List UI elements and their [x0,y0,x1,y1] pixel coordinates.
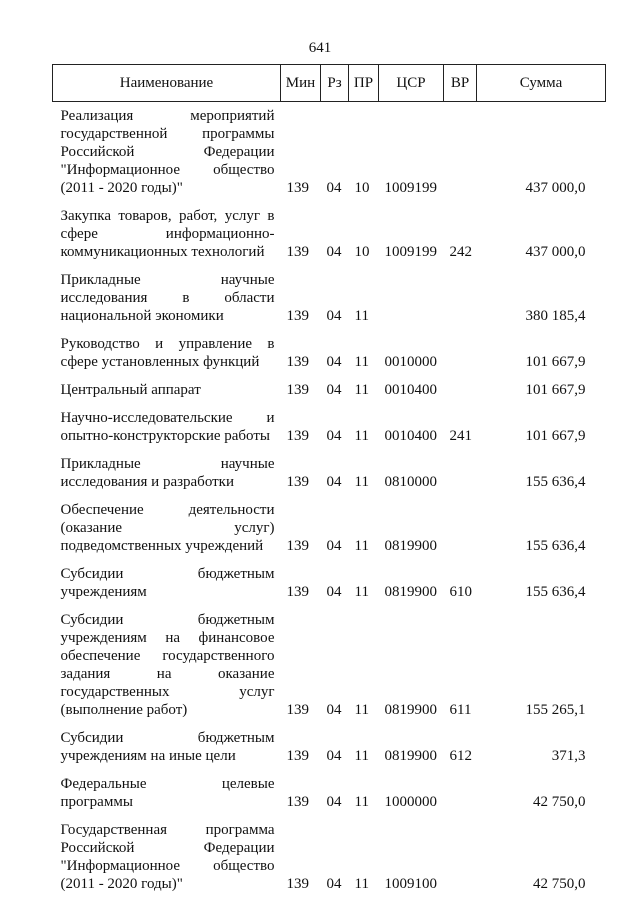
table-row [53,335,606,381]
table-row [53,271,606,335]
row-csr: 0819900 [384,538,437,554]
row-name [53,611,281,729]
row-name [53,565,281,611]
row-csr: 0819900 [384,702,437,718]
row-min: 139 [286,382,309,398]
row-rz: 04 [326,748,342,764]
row-sum: 101 667,9 [525,354,586,370]
row-vr: 610 [449,584,472,600]
header-rz: Рз [321,65,349,102]
row-vr [444,102,477,208]
row-rz: 04 [326,876,342,892]
row-vr [444,455,477,501]
row-pr: 11 [354,308,369,324]
row-sum: 155 636,4 [525,474,586,490]
row-min: 139 [286,538,309,554]
row-name-text: Субсидии бюджетным учреждениям [60,566,275,600]
row-pr: 11 [354,428,369,444]
row-sum: 155 636,4 [525,584,586,600]
row-name [53,271,281,335]
row-name-text: Научно-исследовательские и опытно-конструкторские работы [60,410,275,444]
row-csr: 1009100 [384,876,437,892]
row-name-text: Руководство и управление в сфере установленных функций [60,336,275,370]
row-min: 139 [286,876,309,892]
row-name [53,381,281,409]
row-pr: 10 [354,180,370,196]
row-sum: 101 667,9 [525,428,586,444]
row-rz: 04 [326,538,342,554]
table-row [53,729,606,775]
table-row [53,501,606,565]
row-vr [444,271,477,335]
row-name [53,409,281,455]
row-min: 139 [286,794,309,810]
row-pr: 11 [354,748,369,764]
row-sum: 42 750,0 [533,876,586,892]
row-csr: 0819900 [384,584,437,600]
row-min: 139 [286,428,309,444]
row-pr: 11 [354,382,369,398]
row-name [53,335,281,381]
row-rz: 04 [326,794,342,810]
page-number: 641 [308,40,332,56]
header-min: Мин [281,65,321,102]
row-sum: 371,3 [551,748,586,764]
header-vr: ВР [444,65,477,102]
row-name-text: Центральный аппарат [60,382,201,398]
row-min: 139 [286,354,309,370]
row-rz: 04 [326,382,342,398]
row-pr: 11 [354,794,369,810]
row-sum: 437 000,0 [525,180,586,196]
header-name: Наименование [53,65,281,102]
row-vr [444,381,477,409]
row-pr: 11 [354,474,369,490]
row-name-text: Государственная программа Российской Федерации "Информационное общество (2011 - 2020 годы)" [60,822,275,892]
row-min: 139 [286,180,309,196]
row-min: 139 [286,748,309,764]
row-vr [444,775,477,821]
row-rz: 04 [326,180,342,196]
row-name [53,729,281,775]
row-rz: 04 [326,244,342,260]
row-vr [444,821,477,903]
row-name-text: Прикладные научные исследования и разработки [60,456,275,490]
row-vr: 241 [449,428,472,444]
row-csr: 0010400 [384,428,437,444]
row-min: 139 [286,244,309,260]
table-row [53,207,606,271]
row-pr: 10 [354,244,370,260]
row-name-text: Федеральные целевые программы [60,776,275,810]
row-sum: 380 185,4 [525,308,586,324]
row-rz: 04 [326,354,342,370]
row-vr [444,335,477,381]
row-name [53,821,281,903]
row-csr: 0010400 [384,382,437,398]
row-csr: 1009199 [384,244,437,260]
row-csr: 0819900 [384,748,437,764]
row-sum: 437 000,0 [525,244,586,260]
row-name-text: Прикладные научные исследования в области национальной экономики [60,272,275,324]
row-rz: 04 [326,702,342,718]
table-row [53,381,606,409]
row-vr: 612 [449,748,472,764]
row-pr: 11 [354,538,369,554]
row-min: 139 [286,702,309,718]
header-pr: ПР [349,65,379,102]
row-name [53,501,281,565]
row-name-text: Реализация мероприятий государственной программы Российской Федерации "Информационное общество (2011 - 2020 годы)" [60,108,275,196]
table-row [53,102,606,208]
row-vr: 611 [449,702,472,718]
row-csr: 1009199 [384,180,437,196]
row-pr: 11 [354,354,369,370]
table-row [53,611,606,729]
row-name [53,207,281,271]
row-pr: 11 [354,702,369,718]
row-sum: 155 636,4 [525,538,586,554]
row-name [53,102,281,208]
table-row [53,565,606,611]
table-header [53,65,606,102]
row-csr: 0810000 [384,474,437,490]
table-row [53,775,606,821]
row-name-text: Субсидии бюджетным учреждениям на иные цели [60,730,275,764]
table-row [53,821,606,903]
header-sum: Сумма [477,65,606,102]
table-row [53,455,606,501]
row-csr: 0010000 [384,354,437,370]
row-sum: 42 750,0 [533,794,586,810]
row-vr [444,501,477,565]
row-name [53,775,281,821]
row-name-text: Закупка товаров, работ, услуг в сфере информационно-коммуникационных технологий [60,208,275,260]
row-rz: 04 [326,474,342,490]
row-sum: 101 667,9 [525,382,586,398]
budget-table [52,64,606,903]
row-name [53,455,281,501]
header-csr: ЦСР [379,65,444,102]
row-min: 139 [286,584,309,600]
row-name-text: Обеспечение деятельности (оказание услуг) подведомственных учреждений [60,502,275,554]
row-name-text: Субсидии бюджетным учреждениям на финансовое обеспечение государственного задания на оказание государственных услуг (выполнение работ) [60,612,275,718]
row-min: 139 [286,474,309,490]
row-csr: 1000000 [384,794,437,810]
row-pr: 11 [354,584,369,600]
table-body [53,102,606,904]
row-min: 139 [286,308,309,324]
row-rz: 04 [326,308,342,324]
row-rz: 04 [326,428,342,444]
row-csr [379,271,444,335]
table-row [53,409,606,455]
row-rz: 04 [326,584,342,600]
row-vr: 242 [449,244,472,260]
row-pr: 11 [354,876,369,892]
row-sum: 155 265,1 [525,702,586,718]
